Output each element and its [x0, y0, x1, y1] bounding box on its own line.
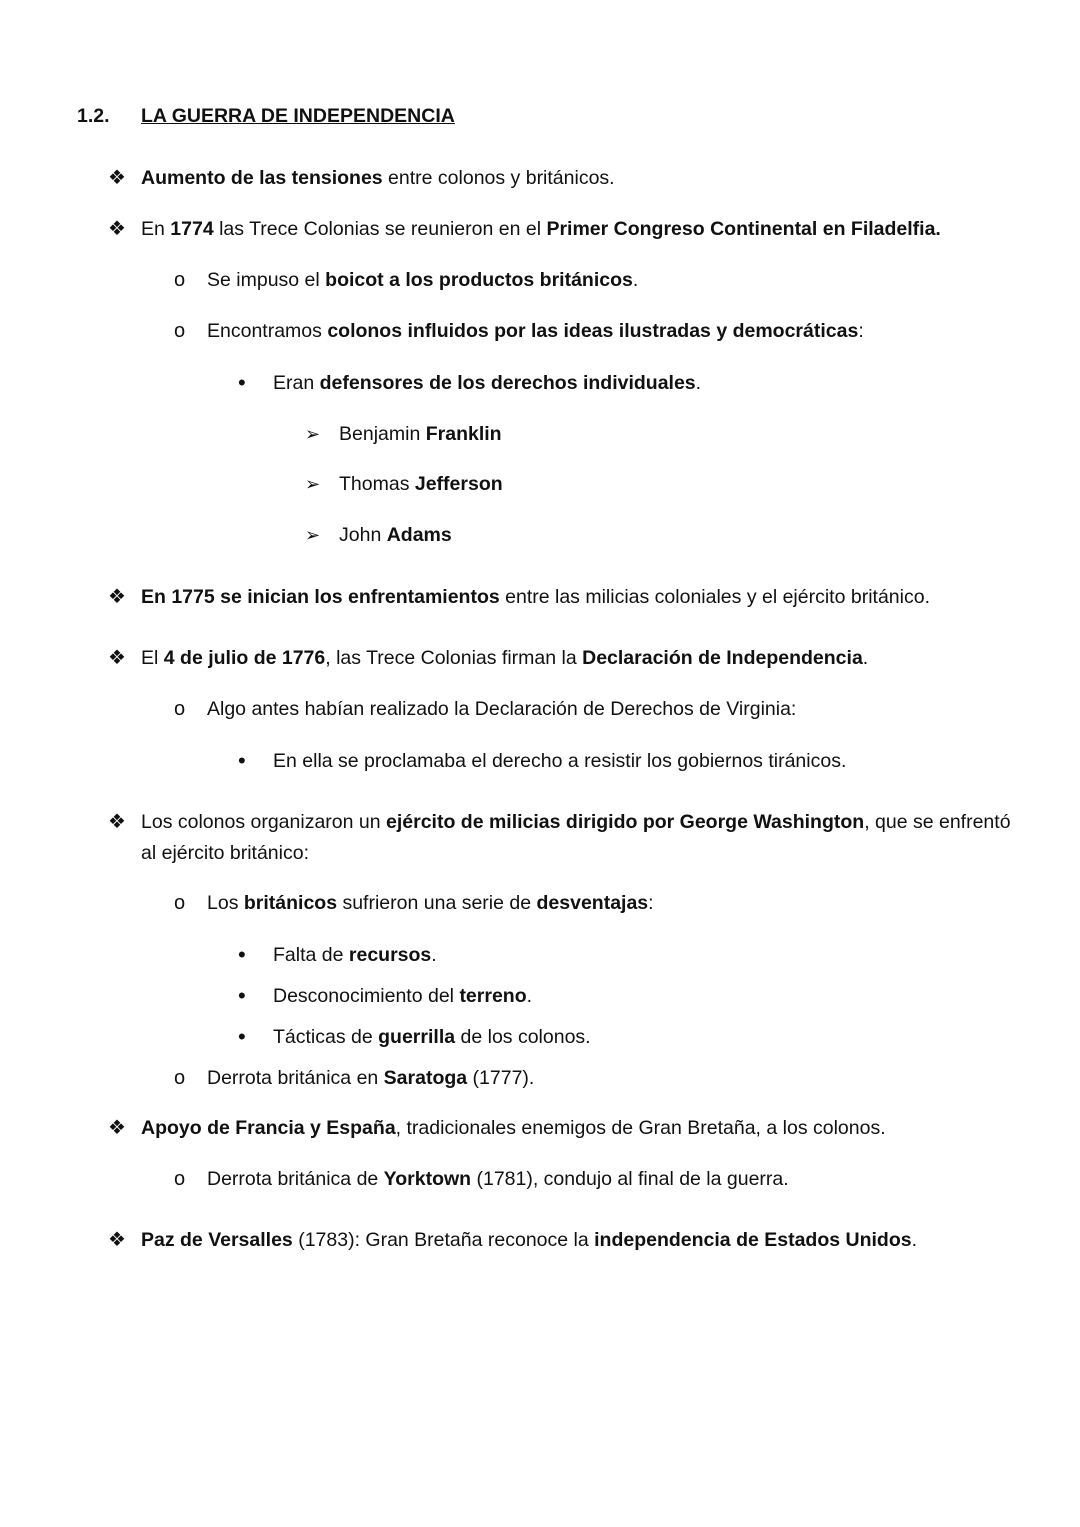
text: Los colonos organizaron un	[141, 811, 386, 833]
bold-text: boicot a los productos británicos	[325, 269, 633, 291]
text: John	[339, 524, 387, 546]
circle-bullet-icon: o	[174, 1168, 186, 1190]
list-item	[273, 371, 701, 395]
text: .	[632, 269, 639, 291]
list-item	[141, 810, 1011, 834]
text: .	[911, 1229, 918, 1251]
arrow-bullet-icon: ➢	[305, 424, 321, 444]
diamond-bullet-icon: ❖	[108, 1117, 126, 1139]
text: entre colonos y británicos.	[382, 167, 615, 189]
text: , las Trece Colonias firman la	[325, 647, 583, 669]
bold-text: Aumento de las tensiones	[141, 167, 383, 189]
text: .	[431, 944, 437, 966]
text: , que se enfrentó	[864, 811, 1011, 833]
list-item	[273, 749, 846, 773]
bold-text: Apoyo de Francia y España	[141, 1117, 396, 1139]
bold-text: defensores de los derechos individuales	[319, 372, 696, 394]
bold-text: Jefferson	[414, 473, 503, 495]
diamond-bullet-icon: ❖	[108, 647, 126, 669]
list-item	[207, 891, 654, 915]
bold-text: colonos influidos por las ideas ilustradas y democráticas	[327, 320, 859, 342]
bold-text: desventajas	[536, 892, 649, 914]
text: entre las milicias coloniales y el ejército británico.	[499, 586, 930, 608]
text: Desconocimiento del	[273, 985, 460, 1007]
text: las Trece Colonias se reunieron en el	[213, 218, 547, 240]
text: El	[141, 647, 164, 669]
list-item	[273, 943, 437, 967]
arrow-bullet-icon: ➢	[305, 474, 321, 494]
bold-text: recursos	[348, 944, 432, 966]
list-item	[141, 166, 615, 190]
circle-bullet-icon: o	[174, 892, 186, 914]
bold-text: guerrilla	[378, 1026, 456, 1048]
bold-text: independencia de Estados Unidos	[594, 1229, 912, 1251]
text: En	[141, 218, 171, 240]
diamond-bullet-icon: ❖	[108, 586, 126, 608]
text: Los	[207, 892, 244, 914]
list-item	[273, 1025, 591, 1049]
list-item	[339, 523, 452, 547]
diamond-bullet-icon: ❖	[108, 167, 126, 189]
text: Tácticas de	[273, 1026, 379, 1048]
list-item-continuation	[141, 841, 309, 865]
circle-bullet-icon: o	[174, 698, 186, 720]
list-item	[339, 422, 502, 446]
text: Algo antes habían realizado la Declaración de Derechos de Virginia:	[207, 698, 797, 720]
bold-text: Adams	[386, 524, 452, 546]
bold-text: 1774	[170, 218, 214, 240]
list-item	[207, 268, 638, 292]
text: Falta de	[273, 944, 349, 966]
text: (1777).	[467, 1067, 535, 1089]
list-item	[207, 697, 796, 721]
text: sufrieron una serie de	[337, 892, 537, 914]
section-title: LA GUERRA DE INDEPENDENCIA	[141, 105, 455, 127]
list-item	[141, 217, 941, 241]
text: :	[648, 892, 654, 914]
bold-text: británicos	[243, 892, 338, 914]
dot-bullet-icon: •	[238, 370, 246, 395]
list-item	[141, 1116, 886, 1140]
text: Thomas	[339, 473, 415, 495]
list-item	[141, 646, 868, 670]
bold-text: Saratoga	[383, 1067, 468, 1089]
text: Derrota británica de	[207, 1168, 384, 1190]
list-item	[207, 1167, 789, 1191]
circle-bullet-icon: o	[174, 320, 186, 342]
bold-text: Yorktown	[383, 1168, 472, 1190]
circle-bullet-icon: o	[174, 1067, 186, 1089]
list-item	[141, 585, 930, 609]
text: Se impuso el	[207, 269, 326, 291]
text: Benjamin	[339, 423, 426, 445]
text: :	[858, 320, 864, 342]
bold-text: terreno	[459, 985, 527, 1007]
bold-text: Paz de Versalles	[141, 1229, 293, 1251]
text: Eran	[273, 372, 320, 394]
text: (1781), condujo al final de la guerra.	[471, 1168, 789, 1190]
list-item	[273, 984, 532, 1008]
dot-bullet-icon: •	[238, 983, 246, 1008]
diamond-bullet-icon: ❖	[108, 1229, 126, 1251]
list-item	[141, 1228, 917, 1252]
list-item	[207, 319, 864, 343]
text: .	[695, 372, 702, 394]
text: , tradicionales enemigos de Gran Bretaña, a los colonos.	[395, 1117, 886, 1139]
circle-bullet-icon: o	[174, 269, 186, 291]
diamond-bullet-icon: ❖	[108, 811, 126, 833]
bold-text: Primer Congreso Continental en Filadelfia.	[546, 218, 941, 240]
diamond-bullet-icon: ❖	[108, 218, 126, 240]
bold-text: ejército de milicias dirigido por George Washington	[386, 811, 865, 833]
text: Derrota británica en	[207, 1067, 384, 1089]
dot-bullet-icon: •	[238, 748, 246, 773]
list-item	[339, 472, 503, 496]
section-number: 1.2.	[77, 105, 110, 127]
bold-text: En 1775 se inician los enfrentamientos	[141, 586, 500, 608]
text: Encontramos	[207, 320, 328, 342]
bold-text: Franklin	[425, 423, 502, 445]
list-item	[207, 1066, 534, 1090]
text: al ejército británico:	[141, 842, 309, 864]
text: (1783): Gran Bretaña reconoce la	[292, 1229, 595, 1251]
bold-text: Declaración de Independencia	[582, 647, 863, 669]
bold-text: 4 de julio de 1776	[163, 647, 326, 669]
text: En ella se proclamaba el derecho a resistir los gobiernos tiránicos.	[273, 750, 847, 772]
text: .	[526, 985, 533, 1007]
arrow-bullet-icon: ➢	[305, 525, 321, 545]
text: .	[862, 647, 869, 669]
text: de los colonos.	[455, 1026, 591, 1048]
dot-bullet-icon: •	[238, 1024, 246, 1049]
dot-bullet-icon: •	[238, 942, 246, 967]
